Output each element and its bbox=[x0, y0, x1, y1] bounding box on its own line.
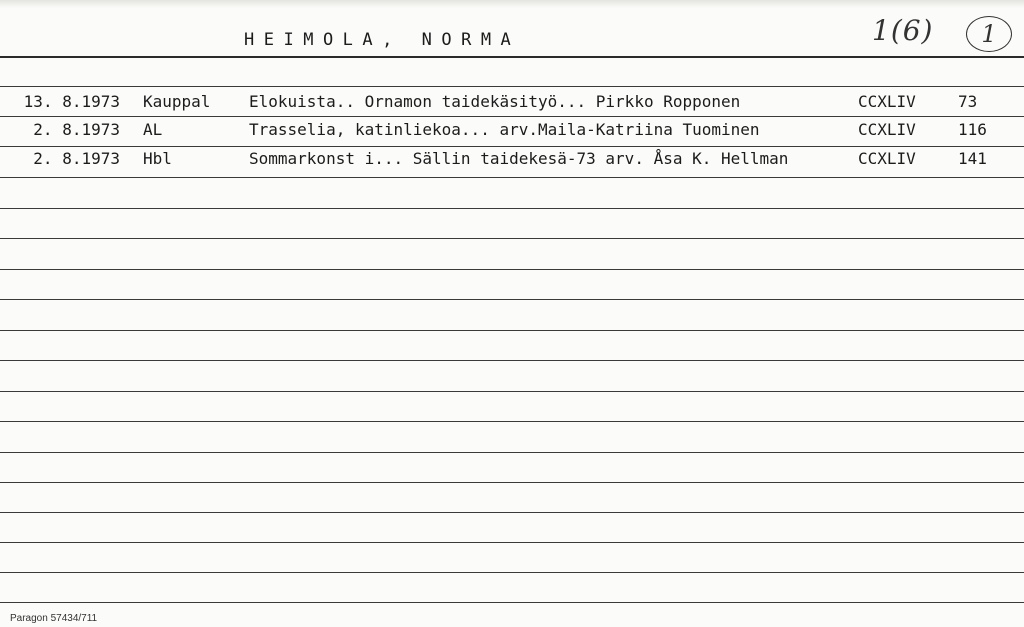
entry-date: 13. 8.1973 bbox=[23, 92, 120, 111]
printer-imprint: Paragon 57434/711 bbox=[10, 613, 98, 624]
entry-paper: Hbl bbox=[143, 149, 172, 168]
entry-row bbox=[0, 116, 1024, 144]
ruled-line bbox=[0, 512, 1024, 513]
entry-volume: CCXLIV bbox=[858, 120, 916, 139]
entry-title: Sommarkonst i... Sällin taidekesä-73 arv. Åsa K. Hellman bbox=[249, 149, 789, 168]
ruled-line bbox=[0, 452, 1024, 453]
card-number: 1(6) bbox=[872, 14, 934, 47]
ruled-line bbox=[0, 482, 1024, 483]
entry-title: Elokuista.. Ornamon taidekäsityö... Pirkko Ropponen bbox=[249, 92, 741, 111]
entry-volume: CCXLIV bbox=[858, 92, 916, 111]
entry-row bbox=[0, 88, 1024, 116]
scan-edge bbox=[0, 0, 1024, 8]
entry-page: 73 bbox=[958, 92, 978, 111]
entry-volume: CCXLIV bbox=[858, 149, 916, 168]
ruled-line bbox=[0, 146, 1024, 147]
sequence-number-circled: 1 bbox=[966, 16, 1012, 52]
ruled-line bbox=[0, 330, 1024, 331]
ruled-line bbox=[0, 238, 1024, 239]
ruled-line bbox=[0, 116, 1024, 117]
ruled-line bbox=[0, 421, 1024, 422]
ruled-line bbox=[0, 177, 1024, 178]
entry-row bbox=[0, 145, 1024, 173]
ruled-line bbox=[0, 86, 1024, 87]
entry-page: 116 bbox=[958, 120, 987, 139]
ruled-line bbox=[0, 391, 1024, 392]
ruled-line bbox=[0, 360, 1024, 361]
ruled-line bbox=[0, 269, 1024, 270]
entry-date: 2. 8.1973 bbox=[33, 120, 120, 139]
card-heading: HEIMOLA, NORMA bbox=[244, 30, 521, 50]
entry-title: Trasselia, katinliekoa... arv.Maila-Katriina Tuominen bbox=[249, 120, 760, 139]
entry-date: 2. 8.1973 bbox=[33, 149, 120, 168]
ruled-line bbox=[0, 542, 1024, 543]
ruled-line bbox=[0, 299, 1024, 300]
ruled-line bbox=[0, 572, 1024, 573]
entry-page: 141 bbox=[958, 149, 987, 168]
header-rule bbox=[0, 56, 1024, 58]
entry-paper: Kauppal bbox=[143, 92, 211, 111]
ruled-line bbox=[0, 602, 1024, 603]
ruled-line bbox=[0, 208, 1024, 209]
entry-paper: AL bbox=[143, 120, 163, 139]
